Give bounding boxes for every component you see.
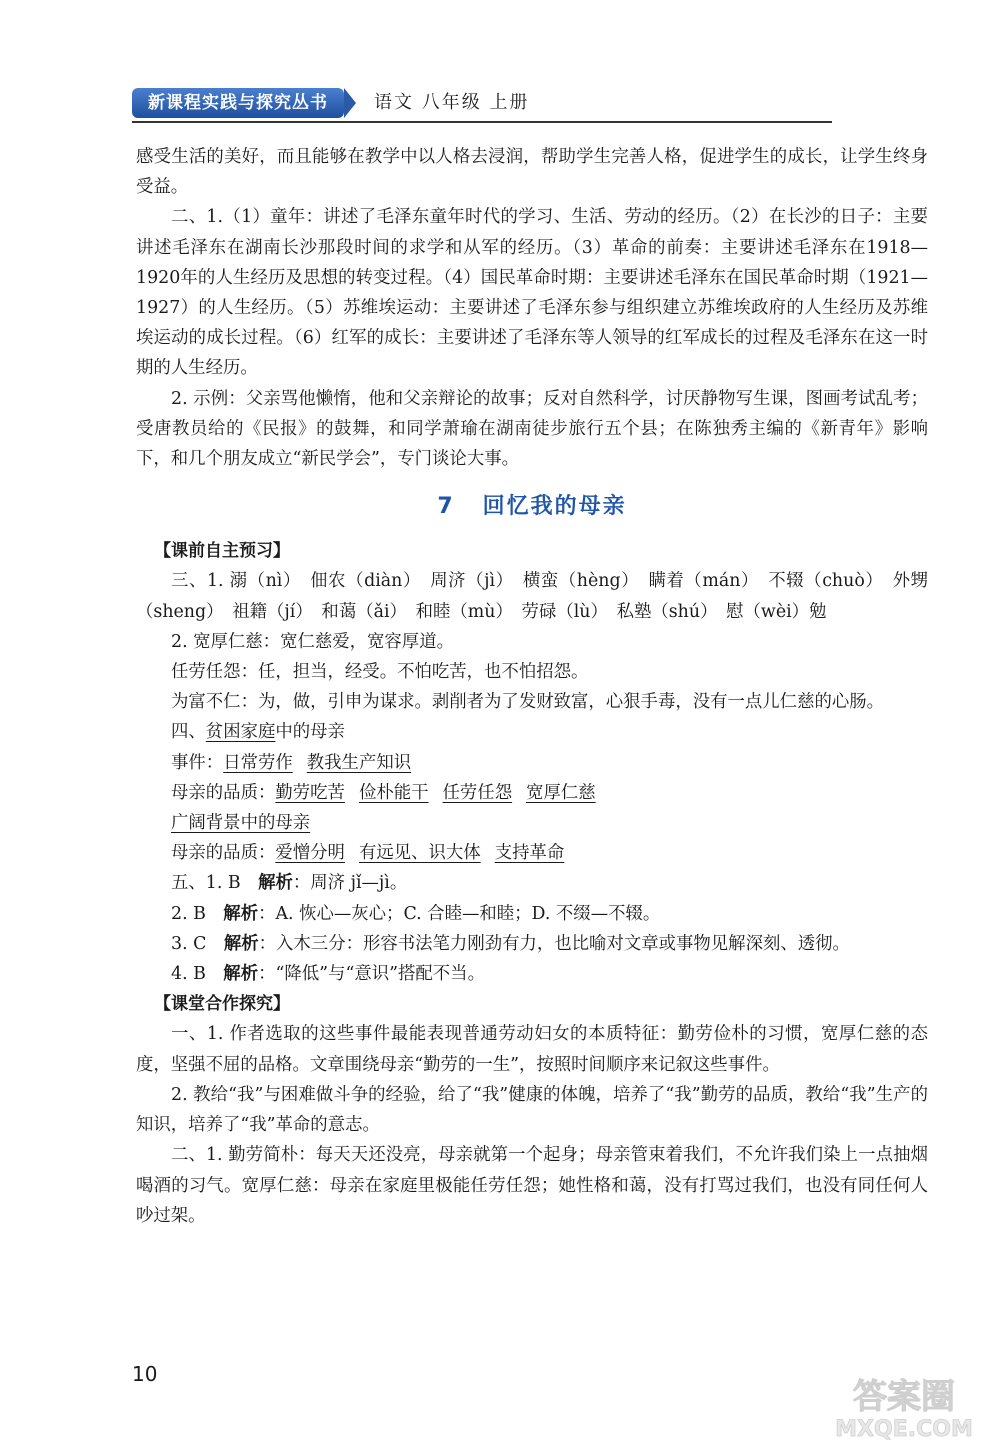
structure-blank: 广阔背景中的母亲 xyxy=(171,813,311,834)
answer-choice: 4. B xyxy=(171,964,224,985)
page-number: 10 xyxy=(132,1362,158,1386)
analysis-label: 解析 xyxy=(223,964,259,985)
analysis-text: ：“降低”与“意识”搭配不当。 xyxy=(258,964,485,985)
section-heading: 【课堂合作探究】 xyxy=(154,994,290,1015)
analysis-text: ：A. 恢心—灰心；C. 合睦—和睦；D. 不缀—不辍。 xyxy=(258,903,661,924)
events-line xyxy=(136,748,928,778)
section-heading: 【课前自主预习】 xyxy=(154,541,290,562)
analysis-label: 解析 xyxy=(258,873,293,894)
watermark-text: 答案圈 xyxy=(853,1377,955,1417)
paragraph: 二、1.（1）童年：讲述了毛泽东童年时代的学习、生活、劳动的经历。（2）在长沙的日子：主要讲述毛泽东在湖南长沙那段时间的求学和从军的经历。（3）革命的前奏：主要讲述毛泽东在1918—1920年的人生经历及思想的转变过程。（4）国民革命时期：主要讲述毛泽东在国民革命时期（1921—1927）的人生经历。（5）苏维埃运动：主要讲述了毛泽东参与组织建立苏维埃政府的人生经历及苏维埃运动的成长过程。（6）红军的成长：主要讲述了毛泽东等人领导的红军成长的过程及毛泽东在这一时期的人生经历。 xyxy=(136,207,928,379)
page-content xyxy=(136,142,928,1231)
quality-blank: 支持革命 xyxy=(494,843,565,864)
structure-line xyxy=(136,717,928,747)
answer-line xyxy=(136,929,928,959)
quality-blank: 任劳任怨 xyxy=(442,782,513,803)
series-badge: 新课程实践与探究丛书 xyxy=(132,88,344,118)
paragraph: 一、1. 作者选取的这些事件最能表现普通劳动妇女的本质特征：勤劳俭朴的习惯，宽厚仁慈的态度，坚强不屈的品格。文章围绕母亲“勤劳的一生”，按照时间顺序来记叙这些事件。 xyxy=(136,1024,928,1075)
paragraph: 2. 教给“我”与困难做斗争的经验，给了“我”健康的体魄，培养了“我”勤劳的品质，教给“我”生产的知识，培养了“我”革命的意志。 xyxy=(136,1084,928,1136)
watermark-url: MXQE.COM xyxy=(835,1417,973,1442)
lesson-number: 7 xyxy=(437,494,455,520)
structure-text: 中的母亲 xyxy=(275,722,345,743)
answer-choice: 五、1. B xyxy=(171,873,259,894)
events-label: 事件： xyxy=(171,752,224,773)
quality-blank: 俭朴能干 xyxy=(358,782,429,803)
quality-label: 母亲的品质： xyxy=(171,782,276,803)
quality-label: 母亲的品质： xyxy=(171,843,276,864)
qualities-line xyxy=(136,838,928,868)
quality-blank: 有远见、识大体 xyxy=(358,843,481,864)
analysis-label: 解析 xyxy=(223,903,259,924)
pinyin-answers: 三、1. 溺（nì） 佃农（diàn） 周济（jì） 横蛮（hèng） 瞒着（mán） 不辍（chuò） 外甥（sheng） 祖籍（jí） 和蔼（ǎi） 和睦（mù） 劳碌（lù） 私塾（shú） 慰（wèi）勉 xyxy=(136,571,928,622)
event-blank: 教我生产知识 xyxy=(306,752,412,773)
lesson-title-text: 回忆我的母亲 xyxy=(482,494,627,520)
structure-blank: 贫困家庭 xyxy=(205,722,276,743)
subject-label: 语文 八年级 上册 xyxy=(374,92,530,113)
lesson-title xyxy=(136,492,928,522)
analysis-text: ：周济 jǐ—jì。 xyxy=(292,873,408,894)
event-blank: 日常劳作 xyxy=(223,752,293,773)
quality-blank: 宽厚仁慈 xyxy=(526,782,596,803)
structure-line xyxy=(136,808,928,838)
question-number: 四、 xyxy=(171,722,206,743)
watermark-logo xyxy=(818,1370,990,1442)
answer-choice: 2. B xyxy=(171,903,224,924)
idiom-explanation: 任劳任怨：任，担当，经受。不怕吃苦，也不怕招怨。 xyxy=(171,662,589,683)
paragraph: 二、1. 勤劳简朴：每天天还没亮，母亲就第一个起身；母亲管束着我们，不允许我们染上一点抽烟喝酒的习气。宽厚仁慈：母亲在家庭里极能任劳任怨；她性格和蔼，没有打骂过我们，也没有同任何人吵过架。 xyxy=(136,1145,928,1226)
paragraph: 感受生活的美好，而且能够在教学中以人格去浸润，帮助学生完善人格，促进学生的成长，让学生终身受益。 xyxy=(136,147,928,198)
idiom-explanation: 为富不仁：为，做，引申为谋求。剥削者为了发财致富，心狠手毒，没有一点儿仁慈的心肠。 xyxy=(171,692,885,713)
quality-blank: 勤劳吃苦 xyxy=(275,782,345,803)
analysis-text: ：入木三分：形容书法笔力刚劲有力，也比喻对文章或事物见解深刻、透彻。 xyxy=(258,933,850,954)
quality-blank: 爱憎分明 xyxy=(275,843,345,864)
analysis-label: 解析 xyxy=(223,933,259,954)
answer-line xyxy=(136,959,928,989)
header-divider xyxy=(132,121,832,123)
answer-line xyxy=(136,868,928,898)
qualities-line xyxy=(136,778,928,808)
page-header xyxy=(132,84,892,124)
answer-line xyxy=(136,899,928,929)
answer-choice: 3. C xyxy=(171,933,224,954)
idiom-explanation: 2. 宽厚仁慈：宽仁慈爱，宽容厚道。 xyxy=(171,631,454,652)
paragraph: 2. 示例：父亲骂他懒惰，他和父亲辩论的故事；反对自然科学，讨厌静物写生课，图画考试乱考；受唐教员给的《民报》的鼓舞，和同学萧瑜在湖南徒步旅行五个县；在陈独秀主编的《新青年》影响下，和几个朋友成立“新民学会”，专门谈论大事。 xyxy=(136,388,928,470)
